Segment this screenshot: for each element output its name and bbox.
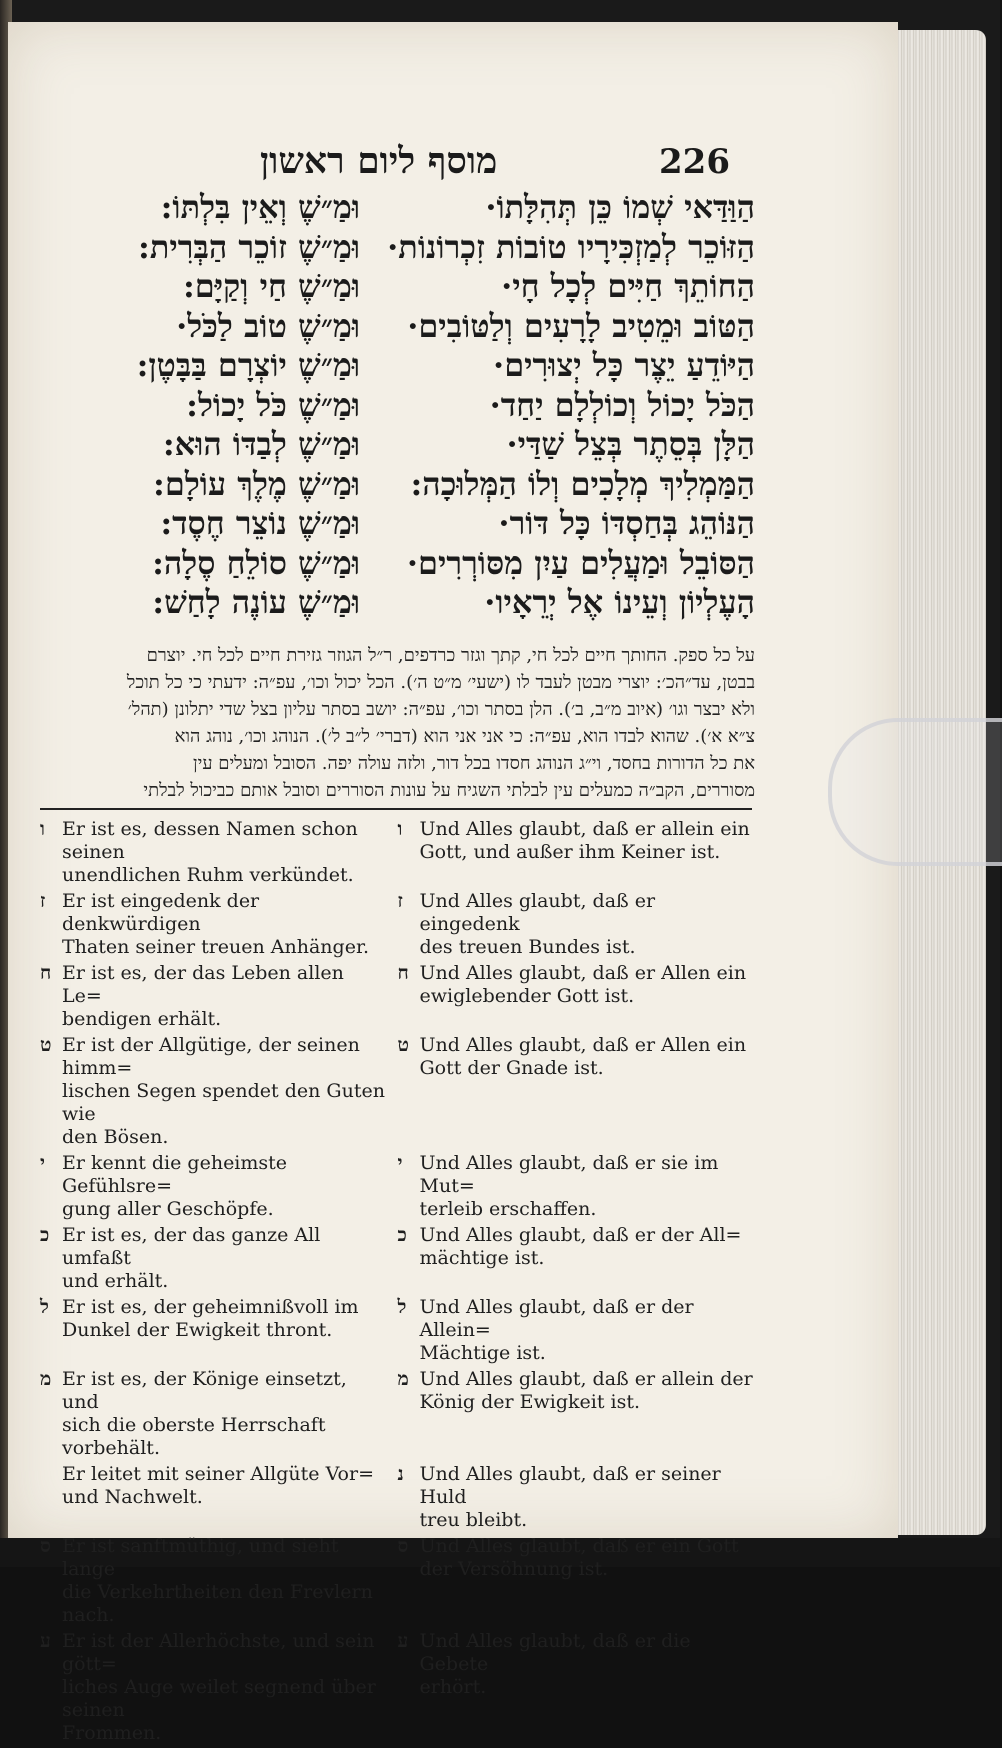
translation-line: die Verkehrtheiten den Frevlern nach. — [62, 1581, 373, 1626]
commentary-line: בבטן, עד״הכ׳: יוצרי מבטן לעבד לו (ישעי׳ מ״ט ה׳). הכל יכול וכו׳, עפ״ה: ידעתי כי כל תוכל — [126, 672, 755, 693]
translation-left-cell — [40, 1296, 398, 1365]
commentary-line: על כל ספק. החותך חיים לכל חי, קתך וגזר כרדפים, ר״ל הגוזר גזירת חיים לכל חי. יוצרם — [146, 645, 755, 666]
translation-line: Und Alles glaubt, daß er die Gebete — [419, 1630, 691, 1675]
translation-line: Thaten seiner treuen Anhänger. — [62, 936, 369, 958]
translation-row — [40, 1034, 755, 1149]
hebrew-refrain-line: וּמַ״שֶׁ חַי וְקַיָּם: — [182, 267, 360, 305]
hebrew-refrain-line: וּמַ״שֶׁ זוֹכֵר הַבְּרִית: — [138, 227, 360, 266]
translation-right-cell — [398, 1535, 756, 1627]
hebrew-line: הַטּוֹב וּמֵטִיב לָרָעִים וְלַטּוֹבִים· — [407, 306, 755, 345]
commentary-line: ולא יבצר וגו׳ (איוב מ״ב, ב׳). הלן בסתר וכו׳, עפ״ה: יושב בסתר עליון בצל שדי יתלונן (תהל׳ — [127, 699, 755, 720]
translation-left-cell — [40, 890, 398, 959]
translation-line: der Versöhnung ist. — [419, 1558, 609, 1580]
translation-left-cell — [40, 1224, 398, 1293]
translation-line: liches Auge weilet segnend über seinen — [62, 1676, 376, 1721]
translation-right-cell — [398, 1630, 756, 1745]
hebrew-line: הַמַּמְלִיךְ מְלָכִים וְלוֹ הַמְּלוּכָה: — [410, 464, 755, 503]
translation-line: erhört. — [419, 1676, 487, 1698]
commentary-line: את כל הדורות בחסד, וי״ג הנוהג חסדו בכל דור, ולזה עולה יפה. הסובל ומעלים עין — [193, 753, 755, 774]
page-clip — [828, 718, 1002, 866]
translation-row — [40, 1296, 755, 1365]
translation-line: bendigen erhält. — [62, 1008, 222, 1030]
translation-line: Und Alles glaubt, daß er Allen ein — [419, 1034, 747, 1056]
hebrew-refrain-line: וּמַ״שֶׁ טוֹב לַכֹּל· — [176, 306, 360, 345]
translation-line: unendlichen Ruhm verkündet. — [62, 864, 354, 886]
hebrew-letter-marker: מ — [40, 1368, 52, 1390]
hebrew-letter-marker: ט — [397, 1034, 409, 1056]
translation-line: Er ist es, der geheimnißvoll im — [62, 1296, 359, 1318]
translation-line: Er leitet mit seiner Allgüte Vor= — [62, 1463, 374, 1485]
hebrew-refrain-line: וּמַ״שֶׁ מֶלֶךְ עוֹלָם: — [153, 464, 360, 503]
hebrew-refrain-line: וּמַ״שֶׁ עוֹנֶה לָחַשׁ: — [152, 583, 360, 621]
translation-left-cell — [40, 1368, 398, 1460]
hebrew-letter-marker: ז — [397, 890, 403, 912]
hebrew-refrain-line: וּמַ״שֶׁ לְבַדּוֹ הוּא: — [162, 425, 360, 463]
translation-left-cell — [40, 1630, 398, 1745]
translation-line: des treuen Bundes ist. — [419, 936, 636, 958]
translation-line: Gott der Gnade ist. — [419, 1057, 604, 1079]
translation-line: Und Alles glaubt, daß er seiner Huld — [419, 1463, 721, 1508]
translation-right-cell — [398, 1224, 756, 1293]
translation-row — [40, 1630, 755, 1745]
hebrew-line: הַזּוֹכֵר לְמַזְכִּירָיו טוֹבוֹת זִכְרוֹנוֹת· — [387, 227, 755, 266]
translation-line: Und Alles glaubt, daß er ein Gott — [419, 1535, 739, 1557]
hebrew-column-left — [40, 188, 360, 623]
translation-line: Und Alles glaubt, daß er der Allein= — [419, 1296, 694, 1341]
hebrew-line: הָעֶלְיוֹן וְעֵינוֹ אֶל יְרֵאָיו· — [484, 583, 755, 621]
translation-left-cell — [40, 1034, 398, 1149]
translation-left-cell — [40, 962, 398, 1031]
translation-line: terleib erschaffen. — [419, 1198, 597, 1220]
translation-row — [40, 1535, 755, 1627]
hebrew-letter-marker: נ — [397, 1463, 404, 1485]
translation-left-cell — [40, 818, 398, 887]
hebrew-letter-marker: ע — [40, 1630, 51, 1652]
hebrew-letter-marker: כ — [40, 1224, 50, 1246]
hebrew-line: הַכֹּל יָכוֹל וְכוֹלְלָם יַחַד· — [489, 385, 755, 424]
hebrew-letter-marker: ח — [397, 962, 409, 984]
page-number: 226 — [659, 142, 730, 182]
translation-line: Und Alles glaubt, daß er allein der — [419, 1368, 753, 1390]
translation-line: Er ist der Allgütige, der seinen himm= — [62, 1034, 360, 1079]
translation-left-cell — [40, 1463, 398, 1532]
translation-left-cell — [40, 1152, 398, 1221]
translation-line: Dunkel der Ewigkeit thront. — [62, 1319, 333, 1341]
translation-line: ewiglebender Gott ist. — [419, 985, 635, 1007]
translation-line: und Nachwelt. — [62, 1486, 203, 1508]
hebrew-refrain-line: וּמַ״שֶׁ יוֹצְרָם בַּבָּטֶן: — [136, 346, 360, 384]
translation-line: Er ist eingedenk der denkwürdigen — [62, 890, 260, 935]
translation-right-cell — [398, 1034, 756, 1149]
translation-line: Er ist der Allerhöchste, und sein gött= — [62, 1630, 375, 1675]
hebrew-refrain-line: וּמַ״שֶׁ וְאֵין בִּלְתּוֹ: — [160, 188, 360, 226]
translation-line: Er ist sanftmüthig, und sieht lange — [62, 1535, 339, 1580]
translation-line: König der Ewigkeit ist. — [419, 1391, 641, 1413]
hebrew-letter-marker: ס — [40, 1535, 51, 1557]
hebrew-letter-marker: י — [40, 1152, 45, 1174]
hebrew-line: הַחוֹתֵךְ חַיִּים לְכָל חָי· — [501, 267, 755, 305]
hebrew-letter-marker: ח — [40, 962, 52, 984]
hebrew-line: הַנּוֹהֵג בְּחַסְדּוֹ כָּל דּוֹר· — [498, 504, 755, 542]
translation-row — [40, 962, 755, 1031]
translation-line: Und Alles glaubt, daß er der All= — [419, 1224, 742, 1246]
german-translation — [40, 818, 755, 1748]
translation-line: Er ist es, der das Leben allen Le= — [62, 962, 344, 1007]
translation-right-cell — [398, 1368, 756, 1460]
translation-right-cell — [398, 1463, 756, 1532]
translation-line: mächtige ist. — [419, 1247, 545, 1269]
translation-line: Er ist es, dessen Namen schon seinen — [62, 818, 358, 863]
hebrew-column-right — [350, 188, 755, 623]
translation-right-cell — [398, 818, 756, 887]
translation-row — [40, 1152, 755, 1221]
hebrew-letter-marker: ט — [40, 1034, 52, 1056]
hebrew-refrain-line: וּמַ״שֶׁ כֹּל יָכוֹל: — [186, 385, 360, 424]
translation-row — [40, 818, 755, 887]
commentary-line: צ״א א׳). שהוא לבדו הוא, עפ״ה: כי אני אני הוא (דברי׳ ל״ב ל׳). הנוהג וכו׳, נוהג הוא — [174, 726, 755, 747]
hebrew-letter-marker: ל — [40, 1296, 49, 1318]
translation-right-cell — [398, 1296, 756, 1365]
hebrew-line: הַלָּן בְּסֵתֶר בְּצֵל שַׁדַּי· — [506, 425, 755, 463]
translation-line: Gott, und außer ihm Keiner ist. — [419, 841, 721, 863]
commentary-line: מסוררים, הקב״ה כמעלים עין לבלתי השגיח על עונות הסוררים וסובל אותם כביכול לבלתי — [143, 780, 755, 801]
translation-line: lischen Segen spendet den Guten wie — [62, 1080, 385, 1125]
hebrew-letter-marker: ס — [397, 1535, 409, 1557]
hebrew-letter-marker: מ — [397, 1368, 409, 1390]
translation-row — [40, 1463, 755, 1532]
page-heading: מוסף ליום ראשון — [260, 140, 498, 182]
hebrew-letter-marker: כ — [397, 1224, 407, 1246]
hebrew-letter-marker: ו — [40, 818, 45, 840]
translation-row — [40, 1368, 755, 1460]
hebrew-letter-marker: י — [397, 1152, 403, 1174]
translation-line: Frommen. — [62, 1722, 162, 1744]
translation-left-cell — [40, 1535, 398, 1627]
hebrew-refrain-line: וּמַ״שֶׁ סוֹלֵחַ סֶלָה: — [152, 543, 360, 582]
hebrew-line: הַוַּדַּאי שְׁמוֹ כֵּן תְּהִלָּתוֹ· — [485, 188, 755, 226]
hebrew-line: הַיּוֹדֵעַ יֵצֶר כָּל יְצוּרִים· — [493, 346, 755, 384]
hebrew-line: הַסּוֹבֵל וּמַעֲלִים עַיִן מִסּוֹרְרִים· — [406, 543, 755, 582]
translation-line: Mächtige ist. — [419, 1342, 546, 1364]
translation-right-cell — [398, 890, 756, 959]
translation-line: Er kennt die geheimste Gefühlsre= — [62, 1152, 288, 1197]
translation-line: gung aller Geschöpfe. — [62, 1198, 274, 1220]
hebrew-letter-marker: ל — [397, 1296, 407, 1318]
translation-line: Er ist es, der das ganze All umfaßt — [62, 1224, 321, 1269]
divider-rule — [40, 808, 752, 810]
translation-line: Und Alles glaubt, daß er Allen ein — [419, 962, 747, 984]
hebrew-letter-marker: ז — [40, 890, 46, 912]
translation-line: den Bösen. — [62, 1126, 169, 1148]
translation-row — [40, 890, 755, 959]
translation-right-cell — [398, 1152, 756, 1221]
hebrew-letter-marker: ו — [397, 818, 403, 840]
translation-line: Er ist es, der Könige einsetzt, und — [62, 1368, 347, 1413]
running-header — [260, 140, 760, 190]
hebrew-letter-marker: ע — [397, 1630, 409, 1652]
translation-line: Und Alles glaubt, daß er sie im Mut= — [419, 1152, 719, 1197]
translation-line: Und Alles glaubt, daß er eingedenk — [419, 890, 656, 935]
translation-line: Und Alles glaubt, daß er allein ein — [419, 818, 750, 840]
hebrew-refrain-line: וּמַ״שֶׁ נוֹצֵר חֶסֶד: — [160, 504, 360, 542]
translation-line: sich die oberste Herrschaft vorbehält. — [62, 1414, 326, 1459]
hebrew-commentary — [40, 642, 755, 804]
translation-row — [40, 1224, 755, 1293]
translation-line: und erhält. — [62, 1270, 169, 1292]
translation-right-cell — [398, 962, 756, 1031]
translation-line: treu bleibt. — [419, 1509, 528, 1531]
